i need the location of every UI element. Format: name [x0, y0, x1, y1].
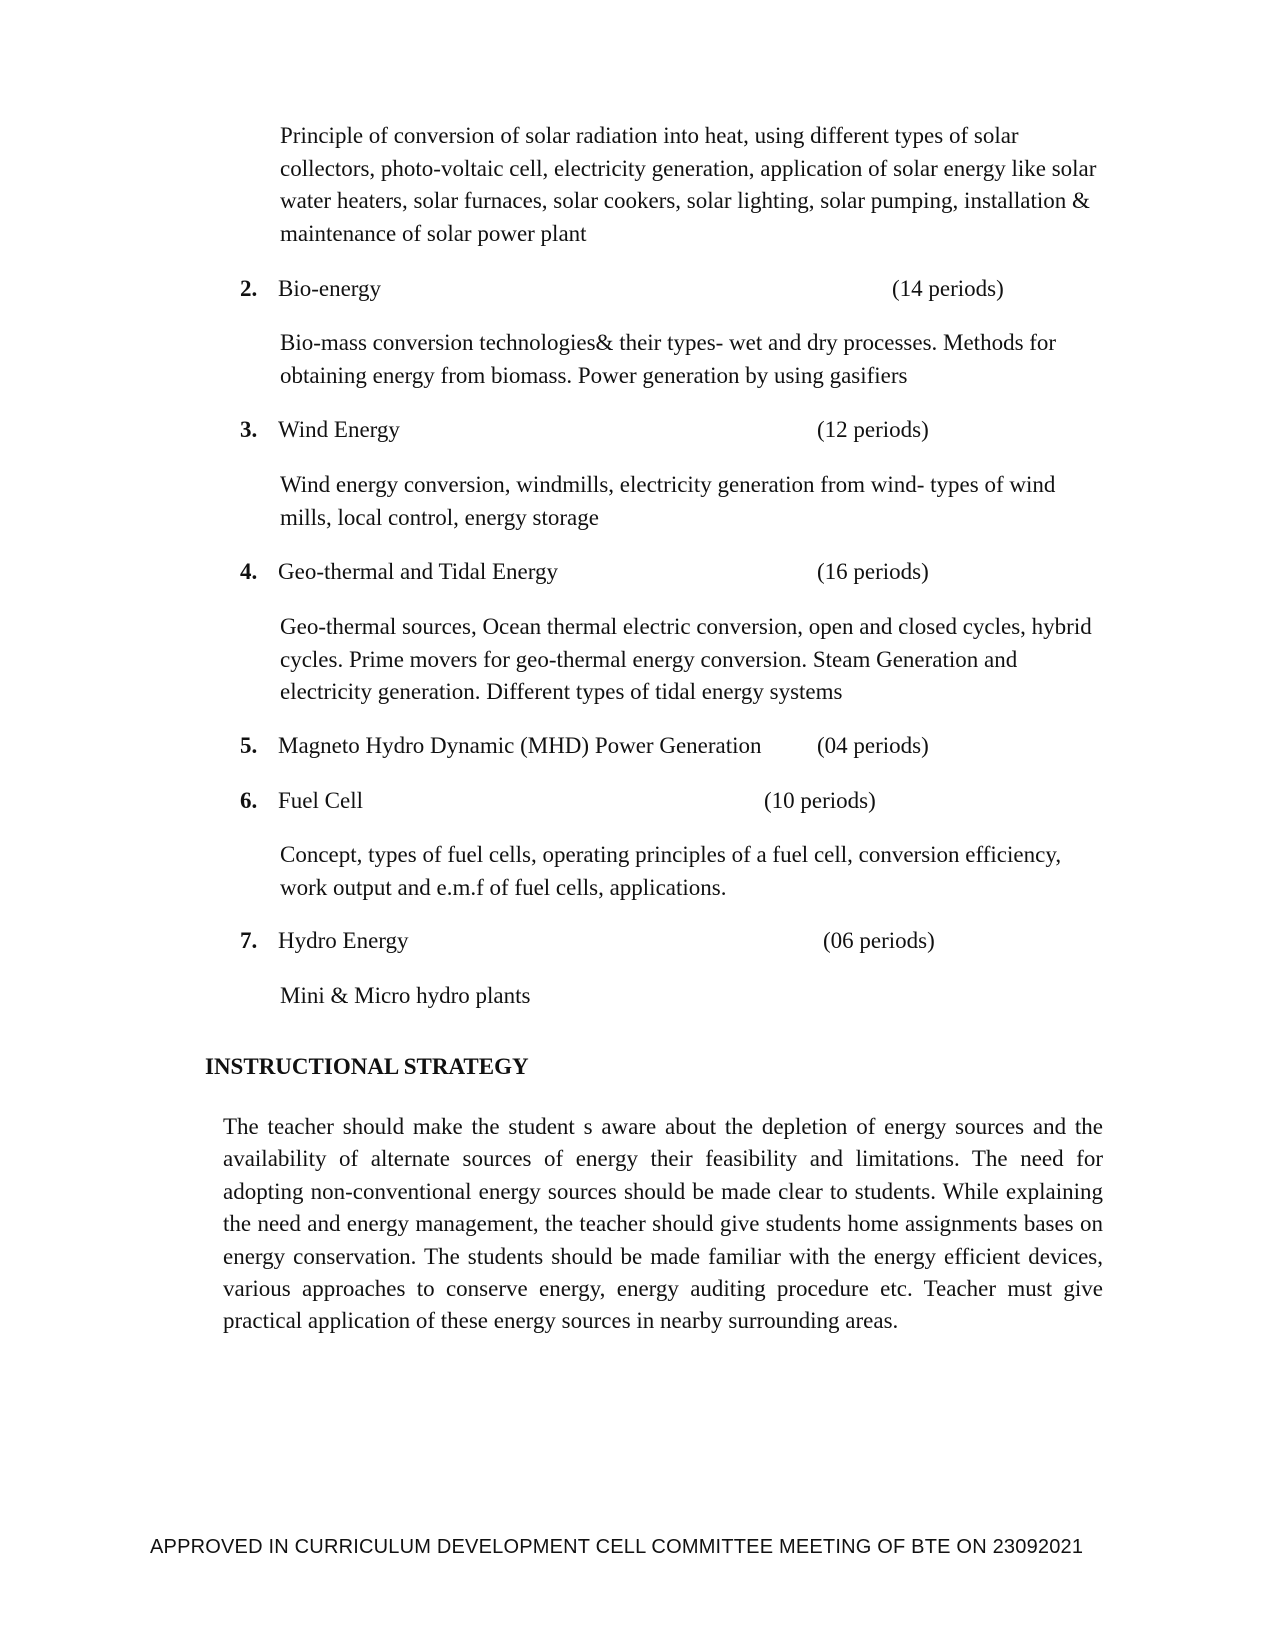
- unit-periods: (10 periods): [764, 788, 876, 813]
- unit-number: 2.: [240, 276, 258, 301]
- unit-description: Bio-mass conversion technologies& their types- wet and dry processes. Methods for obtaining energy from biomass. Power generation by using gasifiers: [280, 330, 1057, 388]
- unit-number: 6.: [240, 788, 258, 813]
- unit-number: 3.: [240, 417, 258, 442]
- section-heading: INSTRUCTIONAL STRATEGY: [205, 1054, 529, 1079]
- unit-number: 7.: [240, 928, 258, 953]
- strategy-paragraph: The teacher should make the student s aware about the depletion of energy sources and the availability of alternate sources of energy their feasibility and limitations. The need for adopting non-conventional energy sources should be made clear to students. While explaining the need and energy management, the teacher should give students home assignments bases on energy conservation. The students should be made familiar with the energy efficient devices, various approaches to conserve energy, energy auditing procedure etc. Teacher must give practical application of these energy sources in nearby surrounding areas.: [223, 1114, 1103, 1334]
- unit-title: Fuel Cell: [278, 788, 363, 813]
- unit-title: Bio-energy: [278, 276, 382, 301]
- unit-description: Wind energy conversion, windmills, electricity generation from wind- types of wind mills, local control, energy storage: [280, 472, 1056, 530]
- unit-description: Concept, types of fuel cells, operating principles of a fuel cell, conversion efficiency, work output and e.m.f of fuel cells, applications.: [280, 842, 1062, 900]
- unit-periods: (12 periods): [817, 417, 929, 442]
- unit-number: 4.: [240, 559, 258, 584]
- unit-description: Mini & Micro hydro plants: [280, 983, 531, 1008]
- unit-title: Wind Energy: [278, 417, 400, 442]
- unit-periods: (06 periods): [823, 928, 935, 953]
- unit-number: 5.: [240, 733, 258, 758]
- unit-title: Magneto Hydro Dynamic (MHD) Power Generation: [278, 733, 762, 758]
- unit-periods: (16 periods): [817, 559, 929, 584]
- page-footer: APPROVED IN CURRICULUM DEVELOPMENT CELL COMMITTEE MEETING OF BTE ON 23092021: [150, 1536, 1084, 1558]
- unit-description: Geo-thermal sources, Ocean thermal electric conversion, open and closed cycles, hybrid cycles. Prime movers for geo-thermal energy conversion. Steam Generation and electricity generation. Different types of tidal energy systems: [280, 614, 1092, 704]
- unit-title: Hydro Energy: [278, 928, 409, 953]
- unit-title: Geo-thermal and Tidal Energy: [278, 559, 558, 584]
- unit-1-description: Principle of conversion of solar radiation into heat, using different types of solar collectors, photo-voltaic cell, electricity generation, application of solar energy like solar water heaters, solar furnaces, solar cookers, solar lighting, solar pumping, installation & maintenance of solar power plant: [280, 123, 1097, 246]
- unit-periods: (14 periods): [892, 276, 1004, 301]
- unit-periods: (04 periods): [817, 733, 929, 758]
